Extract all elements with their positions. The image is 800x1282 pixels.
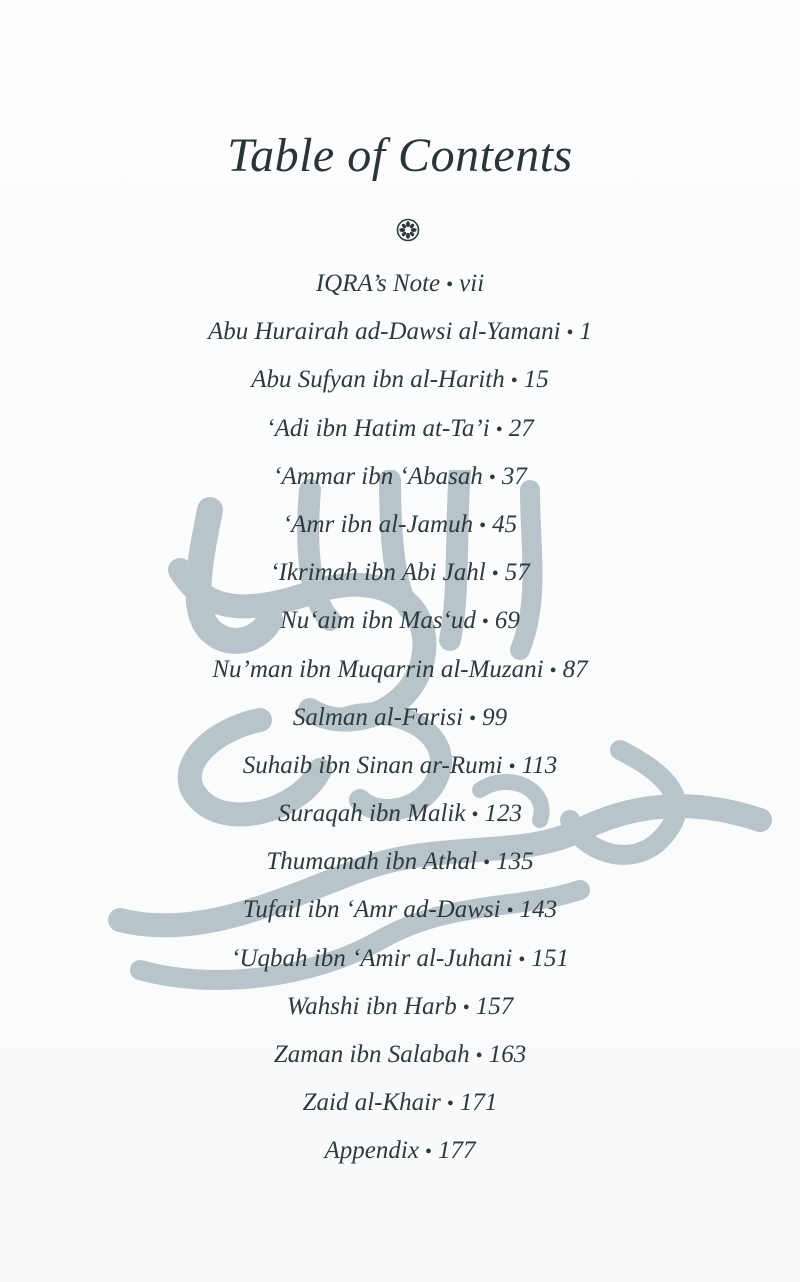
toc-separator: • xyxy=(508,755,516,778)
toc-entry-title: ‘Ammar ibn ‘Abasah xyxy=(273,462,483,490)
toc-separator: • xyxy=(549,659,557,682)
toc-separator: • xyxy=(495,418,503,441)
toc-separator: • xyxy=(491,563,499,586)
toc-entry-title: ‘Adi ibn Hatim at-Ta’i xyxy=(266,414,490,442)
toc-separator: • xyxy=(566,322,574,345)
toc-entry xyxy=(0,1129,800,1177)
toc-entry-title: ‘Amr ibn al-Jamuh xyxy=(282,510,474,538)
toc-entry-page: 143 xyxy=(519,896,558,924)
toc-entry xyxy=(0,888,800,936)
toc-entry-page: 1 xyxy=(579,318,593,346)
toc-entry-title: Nu’man ibn Muqarrin al-Muzani xyxy=(212,655,544,683)
toc-separator: • xyxy=(488,466,496,489)
toc-entry-page: 177 xyxy=(437,1137,476,1165)
toc-entry-title: Thumamah ibn Athal xyxy=(266,848,478,876)
toc-entry-title: Abu Sufyan ibn al-Harith xyxy=(251,366,505,394)
toc-entry xyxy=(0,648,800,696)
toc-entry-title: Zaid al-Khair xyxy=(302,1089,441,1117)
toc-entry xyxy=(0,407,800,455)
toc-separator: • xyxy=(446,1093,454,1116)
toc-separator: • xyxy=(518,948,526,971)
toc-entry-page: 57 xyxy=(504,559,530,587)
toc-entry xyxy=(0,599,800,647)
toc-entry-title: Wahshi ibn Harb xyxy=(286,992,457,1020)
toc-separator: • xyxy=(469,707,477,730)
toc-entry-title: Tufail ibn ‘Amr ad-Dawsi xyxy=(242,896,501,924)
toc-entry-title: Suraqah ibn Malik xyxy=(277,800,466,828)
toc-entry-title: Zaman ibn Salabah xyxy=(273,1041,470,1068)
toc-entry-title: ‘Uqbah ibn ‘Amir al-Juhani xyxy=(231,944,513,972)
page-title: Table of Contents xyxy=(227,129,573,182)
toc-separator: • xyxy=(424,1141,432,1164)
toc-entry-page: 163 xyxy=(488,1041,527,1068)
toc-entry-title: Nu‘aim ibn Mas‘ud xyxy=(280,607,476,635)
toc-entry-title: Suhaib ibn Sinan ar-Rumi xyxy=(242,751,503,779)
toc-entry-page: 37 xyxy=(501,462,527,490)
toc-entry xyxy=(0,792,800,840)
toc-separator: • xyxy=(510,370,518,393)
toc-entry-page: 99 xyxy=(482,703,508,731)
toc-entry xyxy=(0,262,800,310)
toc-entry xyxy=(0,310,800,358)
toc-entry-page: 113 xyxy=(521,751,558,779)
toc-separator: • xyxy=(479,514,487,537)
toc-entry xyxy=(0,985,800,1033)
toc-entry xyxy=(0,937,800,985)
toc-entry xyxy=(0,551,800,599)
toc-entry-page: 157 xyxy=(475,992,514,1020)
toc-separator: • xyxy=(506,900,514,923)
toc-separator: • xyxy=(462,996,470,1019)
toc-entry-page: 87 xyxy=(562,655,588,683)
toc-entry-page: 45 xyxy=(492,510,518,538)
toc-entry-page: 15 xyxy=(523,366,549,394)
toc-entry-title: ‘Ikrimah ibn Abi Jahl xyxy=(270,559,486,587)
table-of-contents xyxy=(0,262,800,1178)
toc-separator: • xyxy=(481,611,489,634)
toc-entry xyxy=(0,455,800,503)
toc-entry-title: Appendix xyxy=(324,1137,419,1165)
toc-entry xyxy=(0,696,800,744)
toc-separator: • xyxy=(483,852,491,875)
toc-entry xyxy=(0,1033,800,1081)
toc-entry-title: IQRA’s Note xyxy=(315,270,441,297)
toc-entry xyxy=(0,744,800,792)
toc-separator: • xyxy=(475,1045,483,1067)
toc-separator: • xyxy=(471,804,479,827)
toc-entry-page: 69 xyxy=(494,607,520,635)
toc-entry-page: 27 xyxy=(508,414,534,442)
toc-entry-page: 151 xyxy=(531,944,569,972)
toc-entry-page: 135 xyxy=(496,848,534,876)
toc-entry xyxy=(0,358,800,406)
toc-entry xyxy=(0,1081,800,1129)
toc-entry xyxy=(0,503,800,551)
toc-entry-title: Abu Hurairah ad-Dawsi al-Yamani xyxy=(207,318,561,346)
toc-entry-page: vii xyxy=(459,270,485,297)
toc-entry xyxy=(0,840,800,888)
toc-entry-title: Salman al-Farisi xyxy=(292,703,464,731)
toc-entry-page: 123 xyxy=(484,800,522,828)
flower-ornament-icon xyxy=(396,218,420,242)
toc-entry-page: 171 xyxy=(459,1089,498,1117)
toc-separator: • xyxy=(446,274,454,296)
